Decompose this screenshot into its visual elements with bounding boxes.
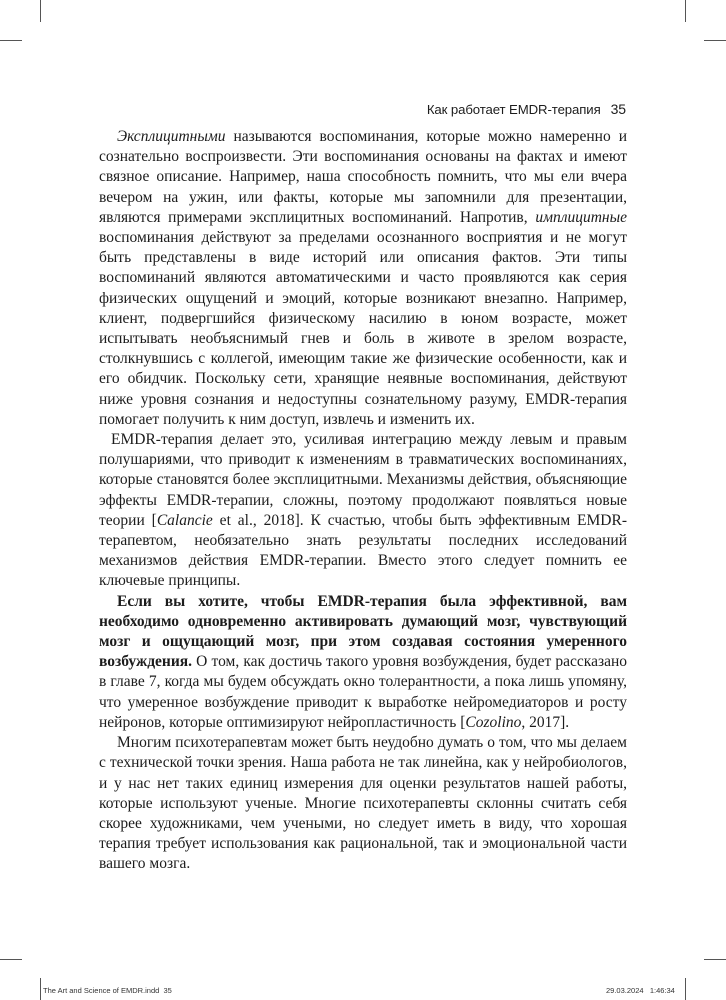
paragraph-text: воспоминания действуют за пределами осознанного восприятия и не могут быть представлены в виде историй или описания фактов. Эти типы воспоминаний являются автоматическими и часто проявляются как серия физических ощущений и эмоций, которые возникают внезапно. Например, клиент, подвергшийся физическому насилию в юном возрасте, может испытывать необъяснимый гнев и боль в животе в зрелом возрасте, столкнувшись с коллегой, имеющим такие же физические особенности, как и его обидчик. Поскольку сети, хранящие неявные воспоминания, действуют ниже уровня сознания и недоступны сознательному разуму, EMDR-терапия помогает получить к ним доступ, извлечь и изменить их. bbox=[99, 229, 627, 428]
crop-mark bbox=[40, 0, 41, 22]
bold-statement: Если вы хотите, чтобы EMDR-терапия была эффективной, вам необходимо одновременно активировать думающий мозг, чувствующий мозг и ощущающий мозг, при этом создавая состояния умеренного возбуждения. bbox=[99, 592, 627, 671]
paragraph-text: О том, как достичь такого уровня возбуждения, будет рассказано в главе 7, когда мы будем обсуждать окно толерантности, а пока лишь упомяну, что умеренное возбуждение приводит к выработке нейромедиаторов и росту нейронов, которые оптимизируют нейропластичность [ bbox=[99, 653, 627, 731]
paragraph-text: EMDR-терапия делает это, усиливая интеграцию между левым и правым полушариями, что приводит к изменениям в травматических воспоминаниях, которые становятся более эксплицитными. Механизмы действия, объясняющие эффекты EMDR-терапии, сложны, поэтому продолжают появляться новые теории [ bbox=[99, 431, 627, 529]
body-text bbox=[99, 127, 627, 875]
crop-mark bbox=[704, 40, 726, 41]
footer-date: 29.03.2024 1:46:34 bbox=[606, 986, 675, 995]
crop-mark bbox=[704, 959, 726, 960]
italic-term: имплицитные bbox=[535, 208, 627, 226]
paragraph-text: , 2017]. bbox=[521, 713, 570, 731]
footer-file-name: The Art and Science of EMDR.indd 35 bbox=[43, 986, 172, 995]
citation-author: Calancie bbox=[156, 511, 213, 529]
crop-mark bbox=[685, 0, 686, 22]
page-number: 35 bbox=[610, 101, 626, 117]
paragraph-text: Многим психотерапевтам может быть неудобно думать о том, что мы делаем с технической точки зрения. Наша работа не так линейна, как у нейробиологов, и у нас нет таких единиц измерения для оценки результатов нашей работы, которые используют ученые. Многие психотерапевты склонны считать себя скорее художниками, чем учеными, но следует иметь в виду, что хорошая терапия требует использования как рациональной, так и эмоциональной части вашего мозга. bbox=[99, 734, 627, 873]
running-head-title: Как работает EMDR-терапия bbox=[426, 102, 601, 117]
crop-mark bbox=[685, 978, 686, 1000]
paragraph-text: называются воспоминания, которые можно намеренно и сознательно воспроизвести. Эти воспоминания основаны на фактах и имеют связное описание. Например, наша способность помнить, что мы ели вчера вечером на ужин, или факты, которые мы запомнили для презентации, являются примерами эксплицитных воспоминаний. Напротив, bbox=[99, 128, 627, 226]
footer-file-page: 35 bbox=[163, 986, 172, 995]
crop-mark bbox=[0, 40, 22, 41]
paragraph-3 bbox=[99, 592, 627, 733]
paragraph-2 bbox=[99, 430, 627, 592]
running-head bbox=[118, 101, 626, 117]
paragraph-text: et al., 2018]. К счастью, чтобы быть эффективным EMDR-терапевтом, необязательно знать результаты последних исследований механизмов действия EMDR-терапии. Вместо этого следует помнить ее ключевые принципы. bbox=[99, 511, 627, 590]
paragraph-1 bbox=[99, 127, 627, 430]
footer-time: 1:46:34 bbox=[649, 986, 675, 995]
italic-term: Эксплицитными bbox=[117, 128, 226, 145]
citation-author: Cozolino bbox=[465, 713, 522, 731]
crop-mark bbox=[40, 978, 41, 1000]
paragraph-4 bbox=[99, 733, 627, 874]
crop-mark bbox=[0, 959, 22, 960]
